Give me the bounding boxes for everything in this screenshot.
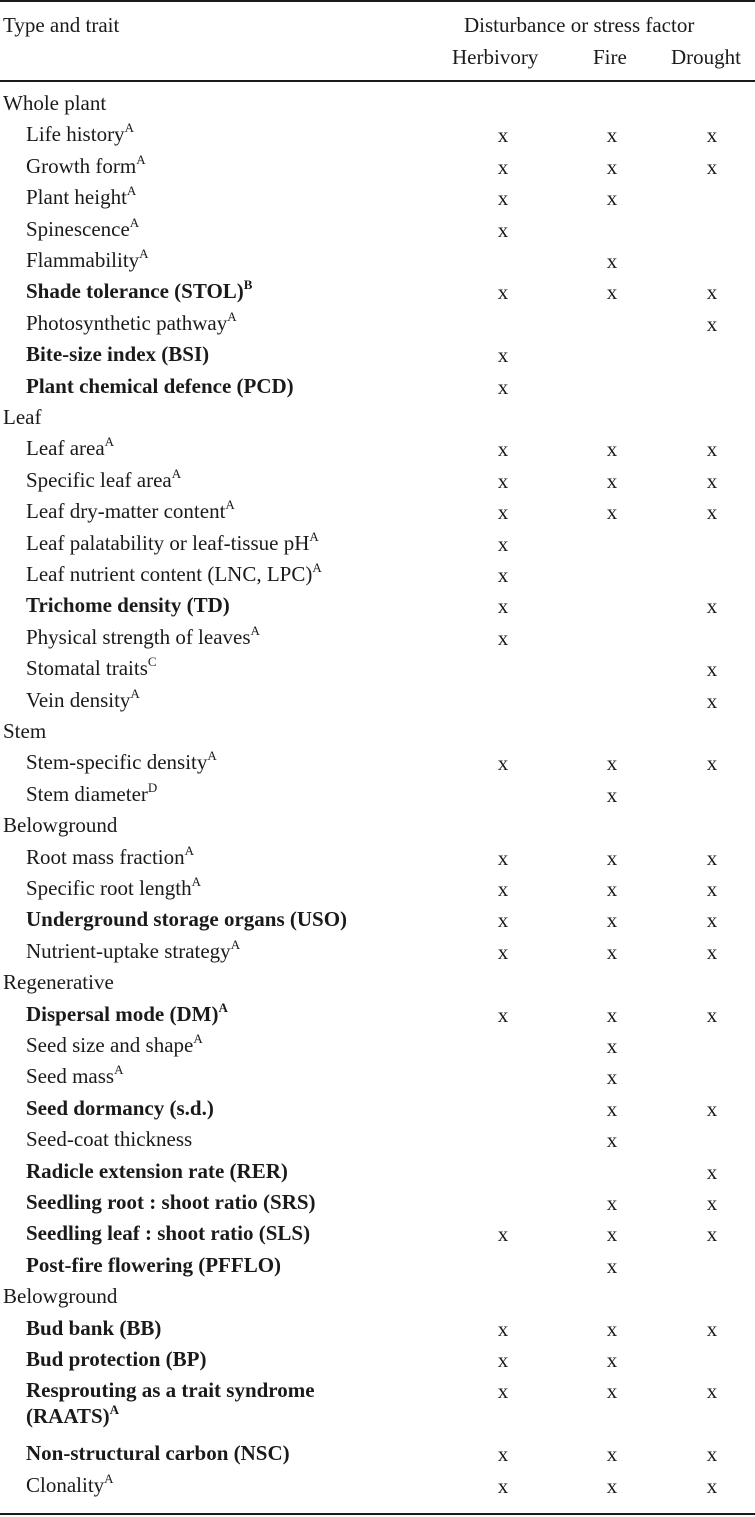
trait-label	[26, 844, 194, 870]
footnote-marker: A	[312, 560, 322, 575]
mark-fire: x	[606, 1473, 618, 1498]
mark-herbivory: x	[497, 594, 509, 619]
column-header-herbivory: Herbivory	[452, 45, 539, 69]
table-row	[0, 938, 755, 969]
trait-label	[26, 467, 181, 493]
table-row	[0, 121, 755, 152]
trait-label	[26, 687, 140, 713]
trait-label	[26, 749, 217, 775]
trait-name: Trichome density (TD)	[26, 593, 230, 618]
table-row	[0, 781, 755, 812]
table-row	[0, 624, 755, 655]
trait-name: Plant height	[26, 185, 127, 210]
trait-name: Leaf nutrient content (LNC, LPC)	[26, 562, 313, 586]
table-row	[0, 687, 755, 718]
table-row	[0, 310, 755, 341]
table-row	[0, 153, 755, 184]
mark-drought: x	[706, 1191, 718, 1215]
trait-name: Seedling root : shoot ratio (SRS)	[26, 1190, 316, 1214]
mark-herbivory: x	[497, 374, 509, 399]
mark-herbivory: x	[497, 625, 509, 650]
trait-name: Flammability	[26, 248, 140, 272]
trait-label	[26, 561, 322, 587]
trait-label	[26, 1032, 203, 1058]
trait-label	[26, 341, 209, 367]
mark-fire: x	[606, 939, 618, 964]
mark-drought: x	[706, 1002, 718, 1027]
table-row	[0, 561, 755, 592]
trait-label	[26, 278, 252, 304]
trait-label	[26, 938, 240, 964]
trait-name: Specific leaf area	[26, 467, 172, 492]
table-row	[0, 1346, 755, 1377]
mark-fire: x	[606, 1316, 618, 1341]
trait-name: Shade tolerance (STOL)	[26, 279, 244, 304]
mark-fire: x	[606, 1034, 618, 1058]
mark-herbivory: x	[497, 751, 509, 776]
mark-herbivory: x	[497, 1442, 509, 1467]
trait-name: Seedling leaf : shoot ratio (SLS)	[26, 1221, 311, 1246]
mark-fire: x	[606, 1191, 618, 1215]
mark-fire: x	[606, 1222, 618, 1247]
mark-fire: x	[606, 908, 618, 933]
footnote-marker: A	[136, 151, 146, 167]
footnote-marker: A	[109, 1402, 120, 1418]
mark-drought: x	[706, 311, 718, 336]
table-row	[0, 749, 755, 780]
footnote-marker: A	[218, 999, 228, 1015]
column-header-type-and-trait: Type and trait	[3, 13, 120, 37]
mark-herbivory: x	[497, 123, 509, 148]
column-group-header: Disturbance or stress factor	[464, 13, 695, 37]
trait-label	[26, 530, 319, 556]
mark-drought: x	[706, 1159, 718, 1184]
mark-drought: x	[706, 154, 718, 179]
mark-herbivory: x	[497, 500, 509, 525]
table-row	[0, 655, 755, 686]
table-row	[0, 435, 755, 466]
table-row	[0, 1095, 755, 1126]
mark-drought: x	[706, 1473, 718, 1498]
trait-label	[26, 1377, 315, 1429]
mark-drought: x	[706, 688, 718, 713]
mark-drought: x	[706, 280, 718, 305]
trait-name: Root mass fraction	[26, 844, 185, 869]
mark-herbivory: x	[497, 1316, 509, 1341]
trait-name: Nutrient-uptake strategy	[26, 938, 231, 963]
mark-fire: x	[606, 845, 618, 870]
mark-fire: x	[606, 1442, 618, 1467]
mark-herbivory: x	[497, 437, 509, 462]
group-label	[3, 718, 46, 744]
trait-label	[26, 247, 149, 273]
trait-name: Stem	[3, 719, 47, 743]
mark-drought: x	[706, 500, 718, 525]
table-row	[0, 1189, 755, 1220]
trait-name: Radicle extension rate (RER)	[26, 1158, 288, 1183]
trait-name: Underground storage organs (USO)	[26, 907, 348, 932]
trait-label	[26, 435, 114, 461]
trait-name: Bud bank (BB)	[26, 1315, 162, 1340]
table-row	[0, 278, 755, 309]
group-label	[3, 404, 41, 430]
table-row	[0, 1001, 755, 1032]
mark-drought: x	[706, 123, 718, 148]
mark-fire: x	[606, 1096, 618, 1121]
mark-herbivory: x	[497, 1002, 509, 1027]
table-group-row	[0, 718, 755, 749]
table-row	[0, 1220, 755, 1251]
mark-drought: x	[706, 1222, 718, 1247]
trait-label	[26, 655, 157, 681]
group-label	[3, 1283, 117, 1309]
mark-fire: x	[606, 877, 618, 901]
footnote-marker: A	[309, 528, 319, 544]
trait-label	[26, 373, 294, 399]
mark-herbivory: x	[497, 154, 509, 179]
trait-name: Belowground	[3, 1284, 118, 1309]
trait-name: Stomatal traits	[26, 656, 148, 681]
footnote-marker: C	[147, 654, 157, 670]
trait-label	[26, 1252, 281, 1278]
trait-name: Whole plant	[3, 91, 107, 115]
mark-herbivory: x	[497, 939, 509, 964]
mark-drought: x	[706, 437, 718, 462]
footnote-marker: A	[250, 622, 260, 638]
mark-herbivory: x	[497, 1348, 509, 1372]
trait-label	[26, 1189, 316, 1215]
trait-name-continued: (RAATS)	[26, 1404, 110, 1429]
footnote-marker: A	[130, 685, 140, 701]
trait-label	[26, 781, 157, 807]
trait-name: Leaf dry-matter content	[26, 499, 226, 524]
mark-drought: x	[706, 1096, 718, 1121]
mark-fire: x	[606, 280, 618, 305]
trait-name: Post-fire flowering (PFFLO)	[26, 1252, 282, 1277]
trait-name: Seed size and shape	[26, 1033, 194, 1057]
table-row	[0, 498, 755, 529]
trait-name: Spinescence	[26, 216, 130, 241]
mark-herbivory: x	[497, 343, 509, 368]
table-row	[0, 373, 755, 404]
mark-herbivory: x	[497, 1473, 509, 1498]
trait-name: Seed mass	[26, 1064, 115, 1089]
trait-label	[26, 1095, 214, 1121]
mark-drought: x	[706, 939, 718, 964]
footnote-marker: A	[129, 214, 140, 230]
table-row	[0, 1032, 755, 1063]
table-row	[0, 1472, 755, 1503]
mark-drought: x	[706, 1442, 718, 1467]
mark-herbivory: x	[497, 280, 509, 305]
trait-label	[26, 1220, 310, 1246]
table-row	[0, 184, 755, 215]
group-label	[3, 969, 114, 995]
footnote-marker: A	[184, 842, 195, 858]
trait-label	[26, 184, 136, 210]
table-row	[0, 592, 755, 623]
footnote-marker: A	[139, 246, 149, 261]
table-row	[0, 1315, 755, 1346]
table-row	[0, 1126, 755, 1157]
table-group-row	[0, 969, 755, 1000]
mark-drought: x	[706, 877, 718, 901]
trait-name: Plant chemical defence (PCD)	[26, 373, 294, 398]
trait-name: Non-structural carbon (NSC)	[26, 1441, 290, 1466]
mark-herbivory: x	[497, 531, 509, 556]
column-header-fire: Fire	[593, 45, 627, 69]
trait-name: Dispersal mode (DM)	[26, 1001, 219, 1026]
mark-fire: x	[606, 1065, 618, 1090]
table-row	[0, 467, 755, 498]
trait-name: Life history	[26, 122, 125, 147]
table-row	[0, 247, 755, 278]
trait-label	[26, 153, 146, 179]
table-bottom-rule	[0, 1513, 755, 1515]
mark-fire: x	[606, 1128, 618, 1153]
trait-name: Resprouting as a trait syndrome	[26, 1378, 315, 1403]
trait-name: Stem-specific density	[26, 750, 208, 775]
table-row	[0, 1252, 755, 1283]
mark-herbivory: x	[497, 877, 509, 901]
trait-name: Seed-coat thickness	[26, 1127, 193, 1152]
table-group-row	[0, 812, 755, 843]
trait-label	[26, 121, 134, 147]
trait-label	[26, 1472, 114, 1498]
table-row	[0, 530, 755, 561]
trait-label	[26, 592, 230, 618]
mark-drought: x	[706, 845, 718, 870]
mark-fire: x	[606, 751, 618, 776]
footnote-marker: A	[104, 434, 115, 450]
trait-name: Vein density	[26, 687, 131, 712]
mark-drought: x	[706, 594, 718, 619]
table-row	[0, 1440, 755, 1471]
footnote-marker: A	[124, 120, 134, 136]
mark-fire: x	[606, 186, 618, 211]
mark-drought: x	[706, 751, 718, 776]
trait-label	[26, 1063, 123, 1089]
mark-fire: x	[606, 782, 618, 807]
trait-label	[26, 906, 347, 932]
group-label	[3, 90, 106, 116]
footnote-marker: A	[114, 1062, 124, 1078]
table-row	[0, 1158, 755, 1189]
footnote-marker: A	[191, 874, 202, 889]
trait-label	[26, 498, 235, 524]
footnote-marker: A	[171, 465, 182, 481]
trait-name: Clonality	[26, 1472, 105, 1497]
mark-fire: x	[606, 154, 618, 179]
table-row	[0, 1377, 755, 1429]
table-row	[0, 216, 755, 247]
mark-herbivory: x	[497, 1222, 509, 1247]
table-group-row	[0, 1283, 755, 1314]
trait-label	[26, 216, 139, 242]
table-row	[0, 341, 755, 372]
table-group-row	[0, 404, 755, 435]
mark-herbivory: x	[497, 563, 509, 587]
trait-name: Regenerative	[3, 970, 114, 995]
mark-fire: x	[606, 500, 618, 525]
footnote-marker: A	[230, 936, 241, 952]
trait-label	[26, 1126, 192, 1152]
trait-name: Seed dormancy (s.d.)	[26, 1095, 214, 1120]
mark-herbivory: x	[497, 217, 509, 242]
mark-herbivory: x	[497, 468, 509, 493]
trait-name: Physical strength of leaves	[26, 624, 251, 649]
footnote-marker: D	[147, 779, 158, 795]
trait-label	[26, 1158, 288, 1184]
trait-name: Leaf	[3, 405, 42, 429]
table-group-row	[0, 90, 755, 121]
table-row	[0, 875, 755, 906]
mark-drought: x	[706, 1379, 718, 1404]
trait-label	[26, 1315, 161, 1341]
mark-fire: x	[606, 1253, 618, 1278]
mark-herbivory: x	[497, 1379, 509, 1404]
trait-label	[26, 875, 201, 901]
mark-fire: x	[606, 249, 618, 273]
trait-label	[26, 1001, 228, 1027]
mark-herbivory: x	[497, 845, 509, 870]
footnote-marker: A	[225, 497, 235, 513]
trait-name: Leaf area	[26, 436, 105, 461]
footnote-marker: A	[207, 748, 217, 764]
mark-fire: x	[606, 123, 618, 148]
footnote-marker: B	[243, 277, 253, 293]
mark-herbivory: x	[497, 186, 509, 211]
column-header-drought: Drought	[671, 45, 741, 69]
trait-label	[26, 624, 260, 650]
table-row	[0, 906, 755, 937]
mark-drought: x	[706, 1316, 718, 1341]
trait-label	[26, 310, 237, 336]
footnote-marker: A	[193, 1031, 203, 1046]
table-row	[0, 844, 755, 875]
trait-name: Belowground	[3, 813, 118, 838]
trait-name: Specific root length	[26, 876, 192, 900]
trait-name: Bud protection (BP)	[26, 1347, 207, 1371]
trait-name: Stem diameter	[26, 781, 148, 806]
footnote-marker: A	[227, 308, 237, 324]
trait-label	[26, 1440, 290, 1466]
mark-drought: x	[706, 657, 718, 682]
table-row	[0, 1063, 755, 1094]
mark-drought: x	[706, 908, 718, 933]
trait-name: Bite-size index (BSI)	[26, 342, 210, 367]
mark-fire: x	[606, 1348, 618, 1372]
group-label	[3, 812, 117, 838]
trait-name: Growth form	[26, 153, 137, 178]
trait-label	[26, 1346, 206, 1372]
footnote-marker: A	[126, 183, 137, 199]
trait-name: Leaf palatability or leaf-tissue pH	[26, 530, 310, 555]
mark-fire: x	[606, 1379, 618, 1404]
mark-fire: x	[606, 437, 618, 462]
mark-herbivory: x	[497, 908, 509, 933]
mark-fire: x	[606, 468, 618, 493]
trait-name: Photosynthetic pathway	[26, 310, 228, 335]
mark-fire: x	[606, 1002, 618, 1027]
footnote-marker: A	[104, 1470, 114, 1486]
mark-drought: x	[706, 468, 718, 493]
